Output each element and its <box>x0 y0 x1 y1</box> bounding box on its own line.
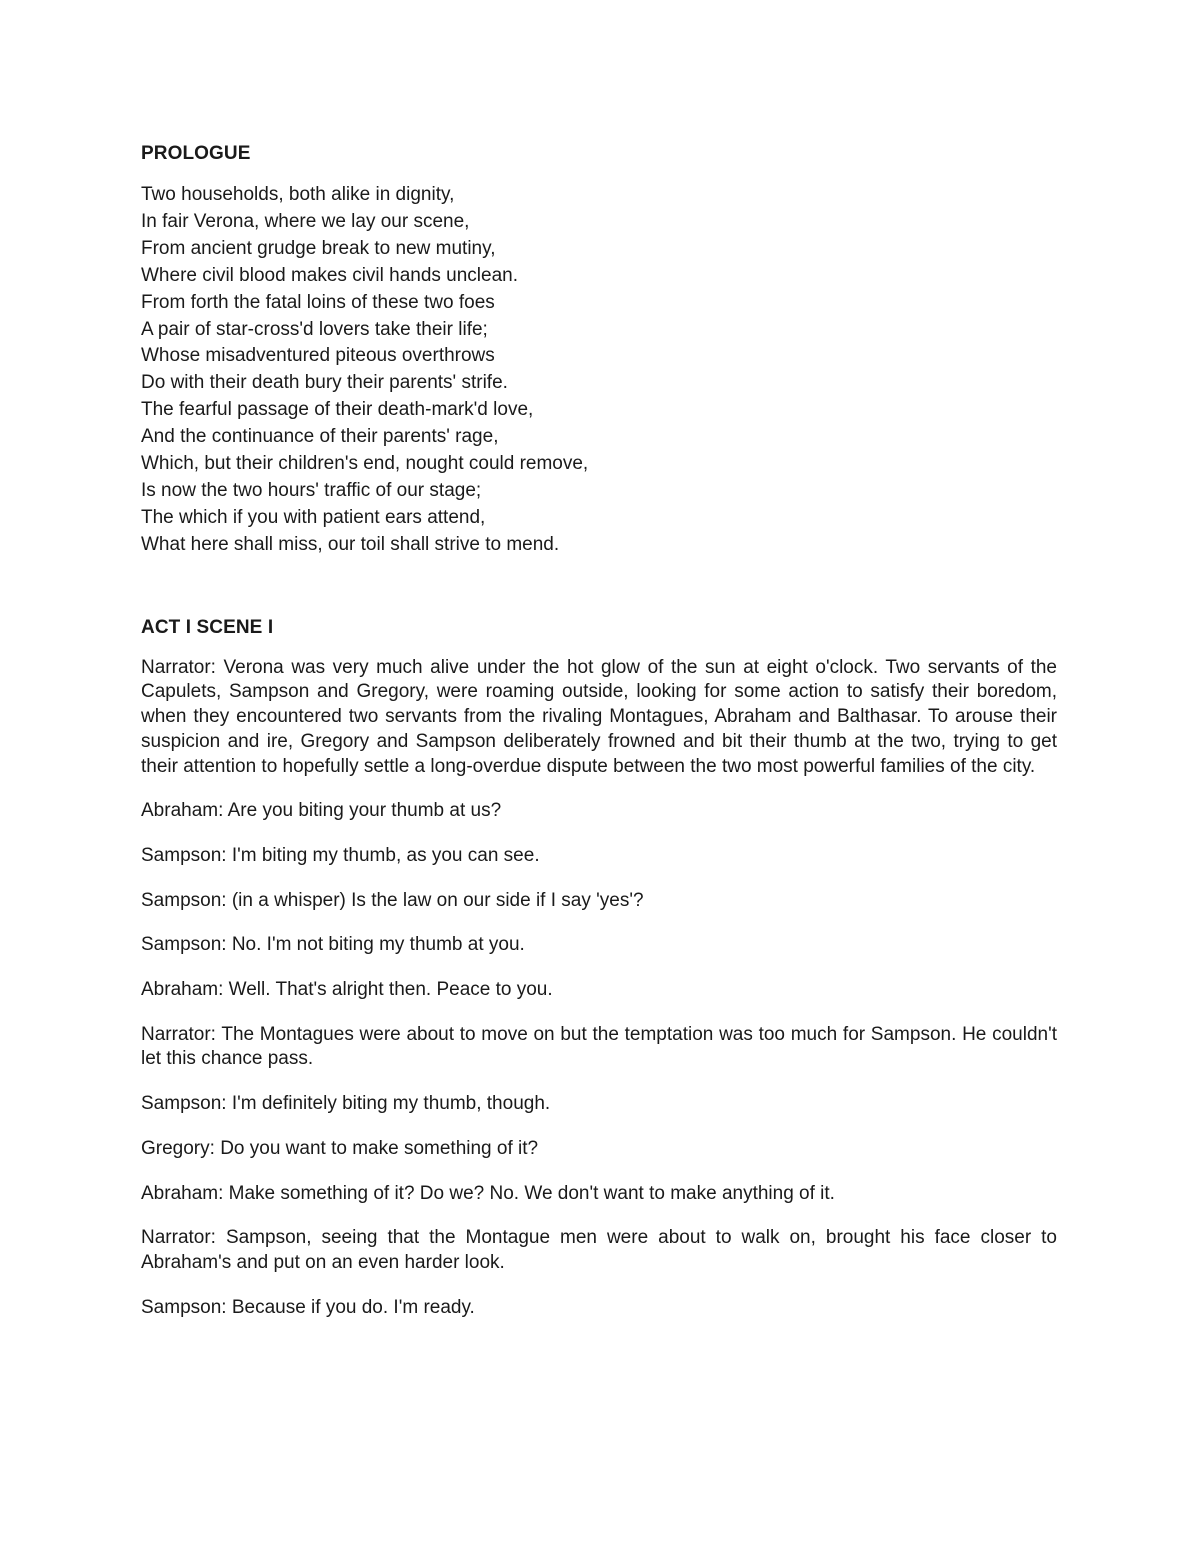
verse-line: The fearful passage of their death-mark'd love, <box>141 399 534 421</box>
dialogue-line: Abraham: Are you biting your thumb at us? <box>141 800 502 822</box>
verse-line: From forth the fatal loins of these two foes <box>141 291 495 313</box>
scene-dialogue <box>141 656 1057 1321</box>
dialogue-line: Sampson: No. I'm not biting my thumb at you. <box>141 934 525 956</box>
dialogue-line: Sampson: I'm definitely biting my thumb, though. <box>141 1093 551 1115</box>
prologue-heading: PROLOGUE <box>141 143 251 164</box>
verse-line: From ancient grudge break to new mutiny, <box>141 237 496 259</box>
dialogue-line: Abraham: Well. That's alright then. Peace to you. <box>141 979 553 1001</box>
dialogue-line: Gregory: Do you want to make something of it? <box>141 1137 539 1159</box>
verse-line: Where civil blood makes civil hands unclean. <box>141 264 519 286</box>
prologue-verse <box>141 182 1057 559</box>
verse-line: Do with their death bury their parents' strife. <box>141 372 508 394</box>
dialogue-line: Sampson: I'm biting my thumb, as you can see. <box>141 844 540 866</box>
dialogue-line: Sampson: Because if you do. I'm ready. <box>141 1296 475 1318</box>
narration-paragraph: Narrator: The Montagues were about to move on but the temptation was too much for Sampson. He couldn't let this chance pass. <box>141 1023 1057 1070</box>
verse-line: The which if you with patient ears attend, <box>141 506 486 528</box>
dialogue-line: Abraham: Make something of it? Do we? No. We don't want to make anything of it. <box>141 1182 835 1204</box>
verse-line: What here shall miss, our toil shall strive to mend. <box>141 533 560 555</box>
verse-line: Which, but their children's end, nought could remove, <box>141 453 589 475</box>
verse-line: And the continuance of their parents' rage, <box>141 426 499 448</box>
verse-line: Is now the two hours' traffic of our stage; <box>141 479 482 501</box>
verse-line: Two households, both alike in dignity, <box>141 184 455 205</box>
verse-line: In fair Verona, where we lay our scene, <box>141 210 470 232</box>
verse-line: A pair of star-cross'd lovers take their life; <box>141 318 488 340</box>
verse-line: Whose misadventured piteous overthrows <box>141 345 495 367</box>
dialogue-line: Sampson: (in a whisper) Is the law on our side if I say 'yes'? <box>141 889 644 911</box>
narration-paragraph: Narrator: Sampson, seeing that the Montague men were about to walk on, brought his face closer to Abraham's and put on an even harder look. <box>141 1227 1057 1273</box>
act-scene-heading: ACT I SCENE I <box>141 616 274 638</box>
narration-paragraph: Narrator: Verona was very much alive under the hot glow of the sun at eight o'clock. Two servants of the Capulets, Sampson and Gregory, were roaming outside, looking for some action to satisfy their boredom, when they encountered two servants from the rivaling Montagues, Abraham and Balthasar. To arouse their suspicion and ire, Gregory and Sampson deliberately frowned and bit their thumb at the two, trying to get their attention to hopefully settle a long-overdue dispute between the two most powerful families of the city. <box>141 656 1057 777</box>
document-page <box>141 140 1057 1340</box>
